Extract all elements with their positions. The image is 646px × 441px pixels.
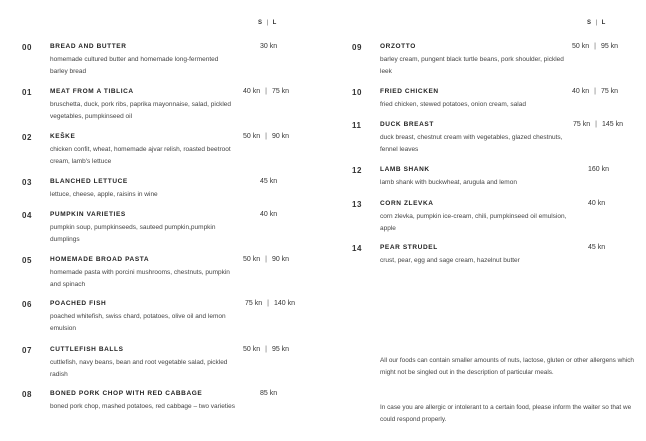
price-large: 75 kn	[271, 88, 290, 95]
item-description: chicken confit, wheat, homemade ajvar relish, roasted beetroot cream, lamb's lettuce	[50, 146, 231, 165]
item-name: DUCK BREAST	[380, 121, 434, 128]
item-number: 12	[352, 166, 362, 175]
size-large-label: L	[272, 20, 277, 26]
item-name: HOMEMADE BROAD PASTA	[50, 256, 150, 263]
item-description: homemade cultured butter and homemade long-fermented barley bread	[50, 56, 219, 75]
allergen-note: All our foods can contain smaller amounts of nuts, lactose, gluten or other allergens which might not be singled out in the description of particular meals.	[380, 357, 634, 376]
item-description: fried chicken, stewed potatoes, onion cream, salad	[380, 101, 526, 108]
item-number: 07	[22, 346, 32, 355]
price-large: 90 kn	[271, 256, 290, 263]
item-number: 11	[352, 121, 362, 130]
item-number: 08	[22, 390, 32, 399]
item-name: PEAR STRUDEL	[380, 244, 438, 251]
item-description: lettuce, cheese, apple, raisins in wine	[50, 191, 158, 198]
item-number: 10	[352, 88, 362, 97]
size-large-label: L	[601, 20, 606, 26]
size-header	[258, 20, 277, 26]
item-name: FRIED CHICKEN	[380, 88, 439, 95]
item-number: 02	[22, 133, 32, 142]
item-price: 75 kn | 145 kn	[573, 121, 623, 128]
item-description: bruschetta, duck, pork ribs, paprika mayonnaise, salad, pickled vegetables, pumpkinseed oil	[50, 101, 232, 120]
item-description: cuttlefish, navy beans, bean and root vegetable salad, pickled radish	[50, 359, 228, 378]
item-name: BREAD AND BUTTER	[50, 43, 127, 50]
item-name: CORN ZLEVKA	[380, 200, 434, 207]
item-price: 40 kn | 75 kn	[243, 88, 290, 95]
price-large: 95 kn	[600, 43, 619, 50]
item-number: 09	[352, 43, 362, 52]
item-price: 50 kn | 95 kn	[243, 346, 290, 353]
item-description: crust, pear, egg and sage cream, hazelnut butter	[380, 257, 520, 264]
item-price: 50 kn | 90 kn	[243, 256, 290, 263]
price-small: 50 kn	[572, 43, 590, 50]
price-large: 95 kn	[271, 346, 290, 353]
allergy-inform-note: In case you are allergic or intolerant to a certain food, please inform the waiter so that we could respond properly.	[380, 404, 632, 423]
item-price: 85 kn	[260, 390, 278, 397]
item-name: KEŠKE	[50, 133, 76, 140]
price-small: 75 kn	[245, 300, 263, 307]
size-header	[587, 20, 606, 26]
item-name: POACHED FISH	[50, 300, 107, 307]
item-description: pumpkin soup, pumpkinseeds, sauteed pumpkin,pumpkin dumplings	[50, 224, 216, 243]
item-price: 50 kn | 95 kn	[572, 43, 619, 50]
price-small: 50 kn	[243, 256, 261, 263]
item-name: CUTTLEFISH BALLS	[50, 346, 124, 353]
item-name: LAMB SHANK	[380, 166, 430, 173]
price-large: 145 kn	[601, 121, 623, 128]
item-name: BONED PORK CHOP WITH RED CABBAGE	[50, 390, 203, 397]
price-small: 40 kn	[572, 88, 590, 95]
item-description: corn zlevka, pumpkin ice-cream, chili, pumpkinseed oil emulsion, apple	[380, 213, 567, 232]
item-price: 40 kn	[260, 211, 278, 218]
item-number: 14	[352, 244, 362, 253]
item-description: lamb shank with buckwheat, arugula and lemon	[380, 179, 517, 186]
price-large: 90 kn	[271, 133, 290, 140]
item-number: 13	[352, 200, 362, 209]
item-number: 05	[22, 256, 32, 265]
price-large: 140 kn	[273, 300, 295, 307]
price-large: 75 kn	[600, 88, 619, 95]
price-small: 50 kn	[243, 346, 261, 353]
price-small: 40 kn	[243, 88, 261, 95]
item-number: 01	[22, 88, 32, 97]
item-name: PUMPKIN VARIETIES	[50, 211, 126, 218]
item-name: BLANCHED LETTUCE	[50, 178, 128, 185]
item-price: 30 kn	[260, 43, 278, 50]
size-separator: |	[266, 20, 269, 26]
item-price: 40 kn	[588, 200, 606, 207]
item-price: 160 kn	[588, 166, 610, 173]
item-price: 75 kn | 140 kn	[245, 300, 295, 307]
size-small-label: S	[258, 20, 263, 26]
item-price: 45 kn	[588, 244, 606, 251]
size-small-label: S	[587, 20, 592, 26]
item-description: duck breast, chestnut cream with vegetables, glazed chestnuts, fennel leaves	[380, 134, 563, 153]
item-name: MEAT FROM A TIBLICA	[50, 88, 134, 95]
price-small: 50 kn	[243, 133, 261, 140]
item-name: ORZOTTO	[380, 43, 416, 50]
size-separator: |	[595, 20, 598, 26]
price-small: 75 kn	[573, 121, 591, 128]
item-description: boned pork chop, mashed potatoes, red cabbage – two varieties	[50, 403, 236, 410]
item-number: 00	[22, 43, 32, 52]
item-number: 04	[22, 211, 32, 220]
item-number: 03	[22, 178, 32, 187]
item-price: 50 kn | 90 kn	[243, 133, 290, 140]
item-price: 45 kn	[260, 178, 278, 185]
item-description: barley cream, pungent black turtle beans, pork shoulder, pickled leek	[380, 56, 564, 75]
item-number: 06	[22, 300, 32, 309]
item-description: poached whitefish, swiss chard, potatoes, olive oil and lemon emulsion	[50, 313, 226, 332]
item-description: homemade pasta with porcini mushrooms, chestnuts, pumpkin and spinach	[50, 269, 230, 288]
item-price: 40 kn | 75 kn	[572, 88, 619, 95]
